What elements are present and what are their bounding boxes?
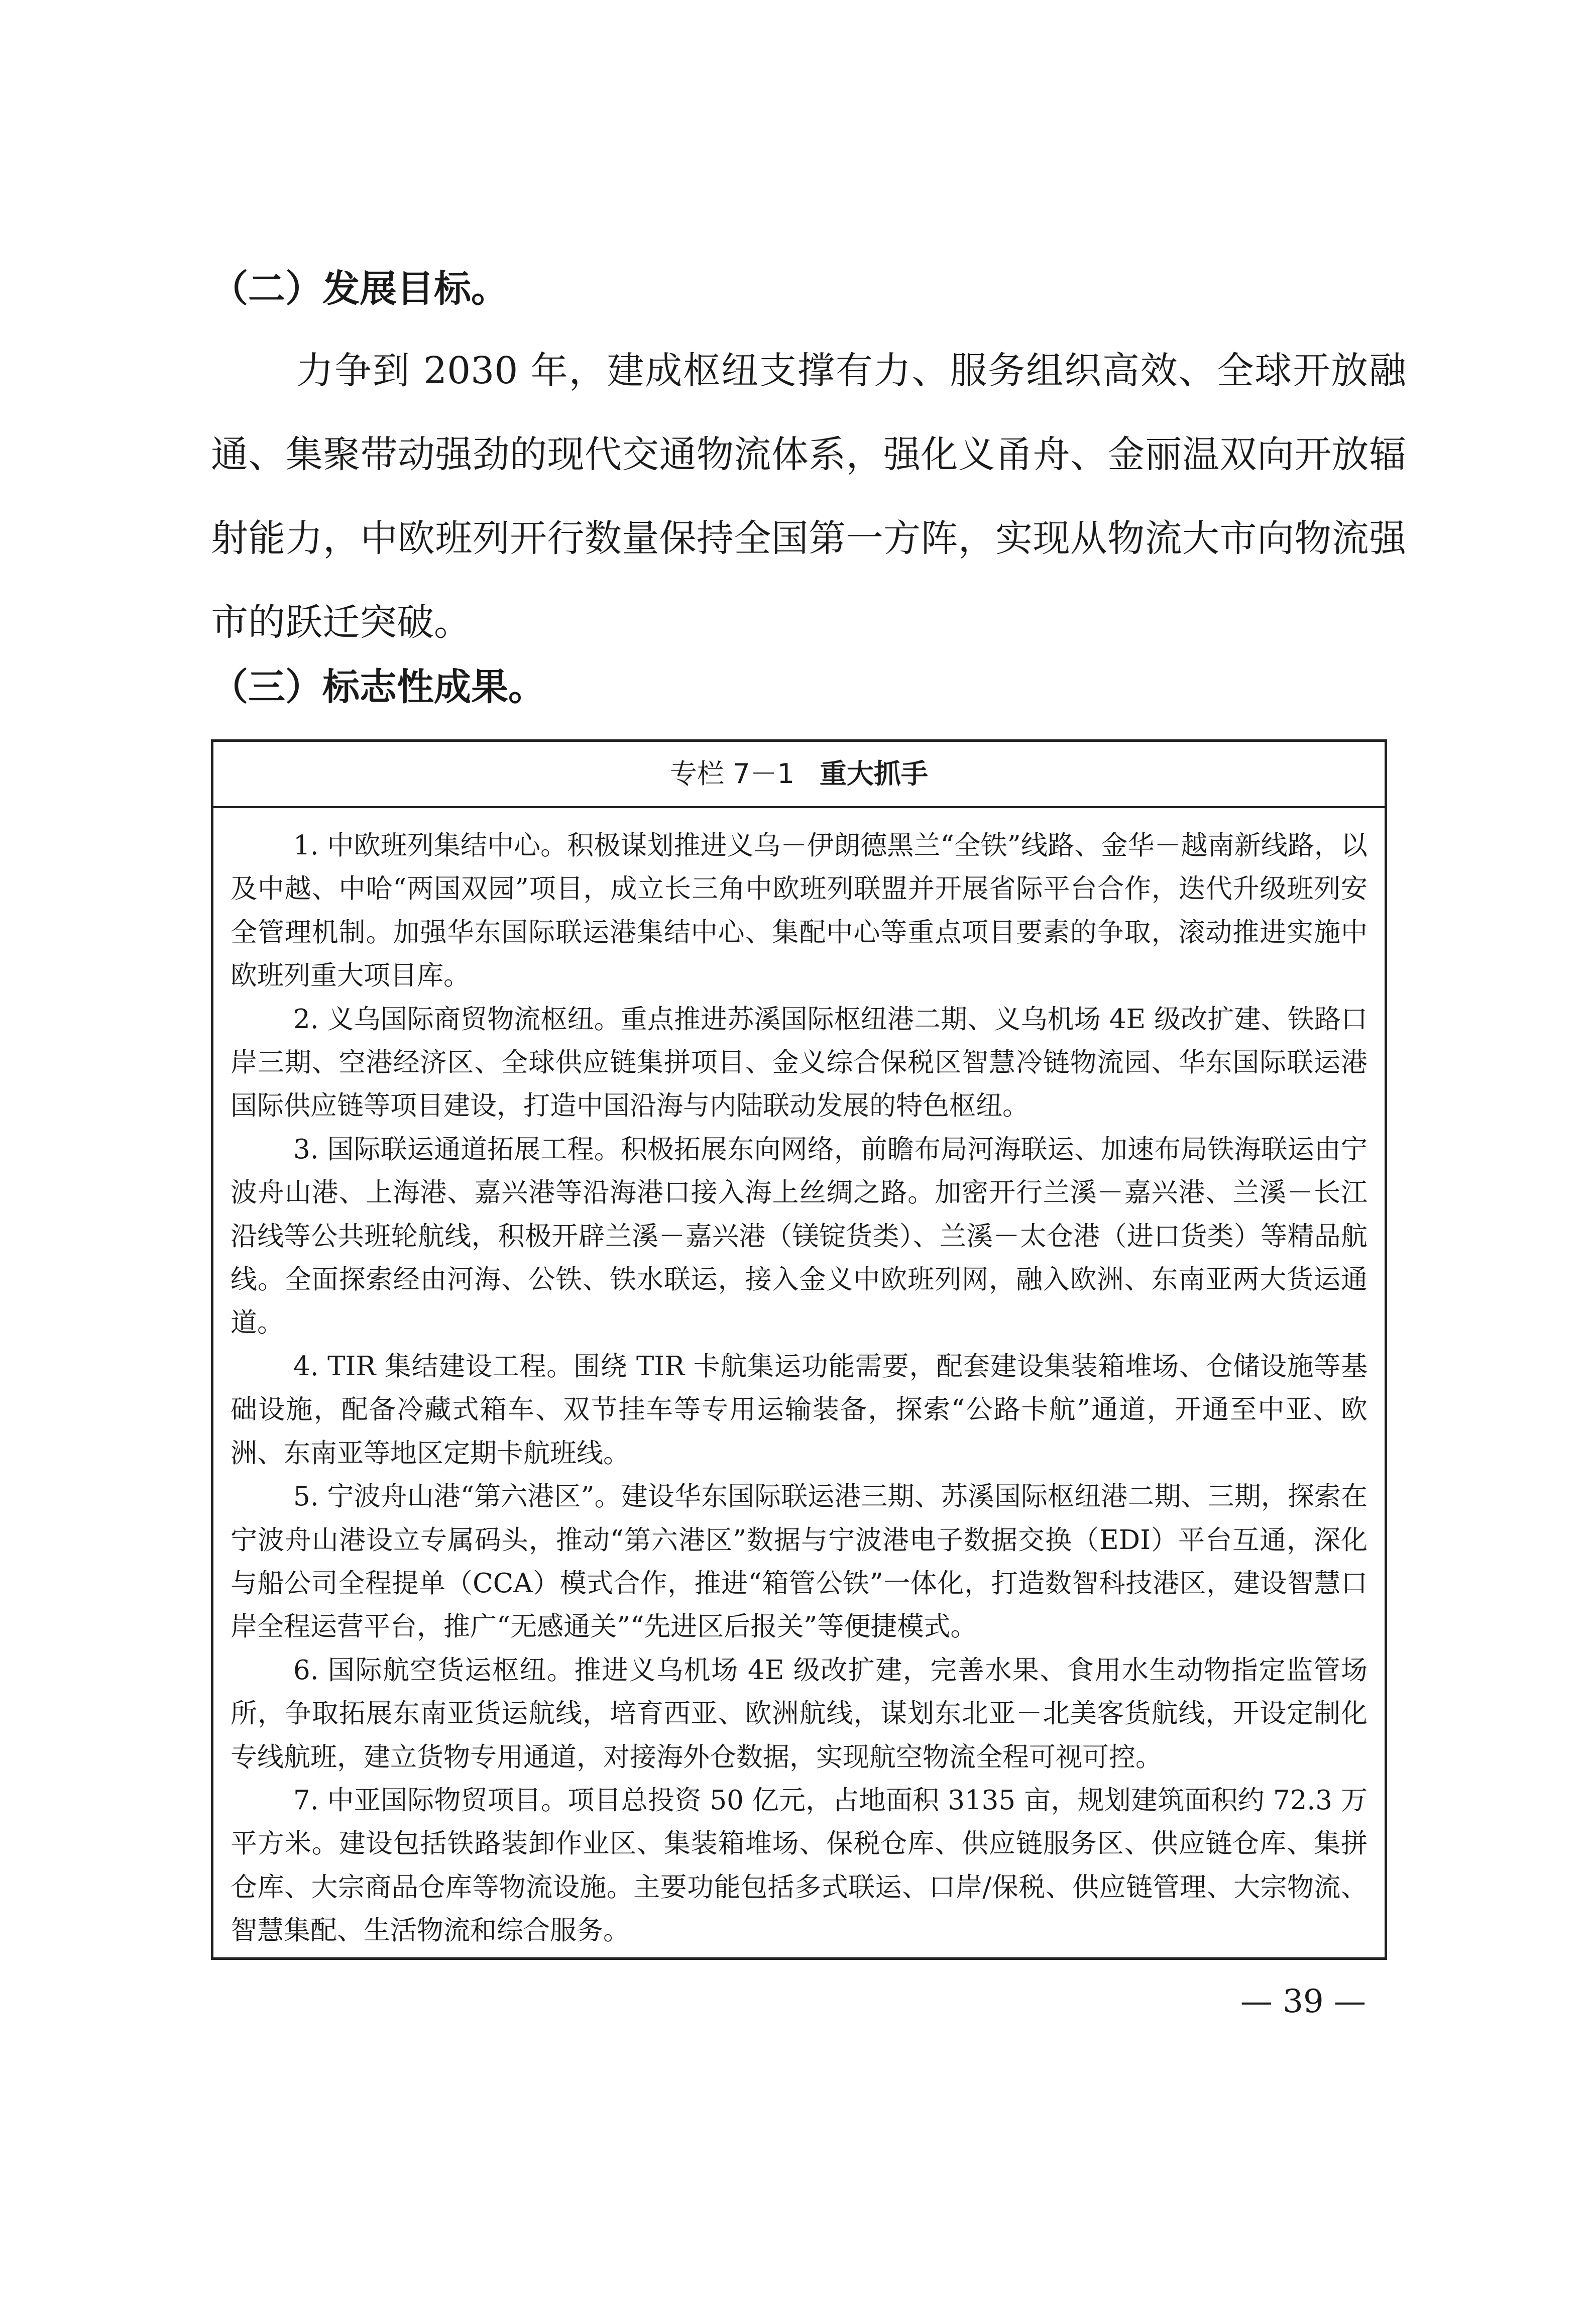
column-item-5: 5. 宁波舟山港“第六港区”。建设华东国际联运港三期、苏溪国际枢纽港二期、三期，探索在宁波舟山港设立专属码头，推动“第六港区”数据与宁波港电子数据交换（EDI）平台互通，深化与船公司全程提单（CCA）模式合作，推进“箱管公铁”一体化，打造数智科技港区，建设智慧口岸全程运营平台，推广“无感通关”“先进区后报关”等便捷模式。: [231, 1481, 1367, 1642]
section-heading-landmark-achievements: （三）标志性成果。: [211, 666, 545, 709]
column-box-title-text: 重大抓手: [819, 758, 928, 790]
section-heading-development-goals: （二）发展目标。: [211, 267, 508, 310]
development-goals-paragraph: 力争到 2030 年，建成枢纽支撑有力、服务组织高效、全球开放融通、集聚带动强劲的现代交通物流体系，强化义甬舟、金丽温双向开放辐射能力，中欧班列开行数量保持全国第一方阵，实现从物流大市向物流强市的跃迁突破。: [211, 349, 1406, 644]
column-item-7: 7. 中亚国际物贸项目。项目总投资 50 亿元，占地面积 3135 亩，规划建筑面积约 72.3 万平方米。建设包括铁路装卸作业区、集装箱堆场、保税仓库、供应链服务区、供应链仓库、集拼仓库、大宗商品仓库等物流设施。主要功能包括多式联运、口岸/保税、供应链管理、大宗物流、智慧集配、生活物流和综合服务。: [231, 1785, 1367, 1946]
column-box: [211, 739, 1387, 1960]
column-box-title: [213, 742, 1385, 808]
column-item-1: 1. 中欧班列集结中心。积极谋划推进义乌－伊朗德黑兰“全铁”线路、金华－越南新线路，以及中越、中哈“两国双园”项目，成立长三角中欧班列联盟并开展省际平台合作，迭代升级班列安全管理机制。加强华东国际联运港集结中心、集配中心等重点项目要素的争取，滚动推进实施中欧班列重大项目库。: [231, 830, 1367, 991]
column-item-3: 3. 国际联运通道拓展工程。积极拓展东向网络，前瞻布局河海联运、加速布局铁海联运由宁波舟山港、上海港、嘉兴港等沿海港口接入海上丝绸之路。加密开行兰溪－嘉兴港、兰溪－长江沿线等公共班轮航线，积极开辟兰溪－嘉兴港（镁锭货类）、兰溪－太仓港（进口货类）等精品航线。全面探索经由河海、公铁、铁水联运，接入金义中欧班列网，融入欧洲、东南亚两大货运通道。: [231, 1134, 1367, 1339]
column-item-4: 4. TIR 集结建设工程。围绕 TIR 卡航集运功能需要，配套建设集装箱堆场、仓储设施等基础设施，配备冷藏式箱车、双节挂车等专用运输装备，探索“公路卡航”通道，开通至中亚、欧洲、东南亚等地区定期卡航班线。: [231, 1351, 1367, 1469]
page-number: — 39 —: [1240, 1983, 1366, 2020]
column-item-2: 2. 义乌国际商贸物流枢纽。重点推进苏溪国际枢纽港二期、义乌机场 4E 级改扩建、铁路口岸三期、空港经济区、全球供应链集拼项目、金义综合保税区智慧冷链物流园、华东国际联运港国际供应链等项目建设，打造中国沿海与内陆联动发展的特色枢纽。: [231, 1004, 1367, 1122]
column-item-6: 6. 国际航空货运枢纽。推进义乌机场 4E 级改扩建，完善水果、食用水生动物指定监管场所，争取拓展东南亚货运航线，培育西亚、欧洲航线，谋划东北亚－北美客货航线，开设定制化专线航班，建立货物专用通道，对接海外仓数据，实现航空物流全程可视可控。: [231, 1654, 1367, 1773]
column-box-body: [213, 808, 1385, 1953]
column-box-title-code: 专栏 7－1: [670, 758, 794, 790]
